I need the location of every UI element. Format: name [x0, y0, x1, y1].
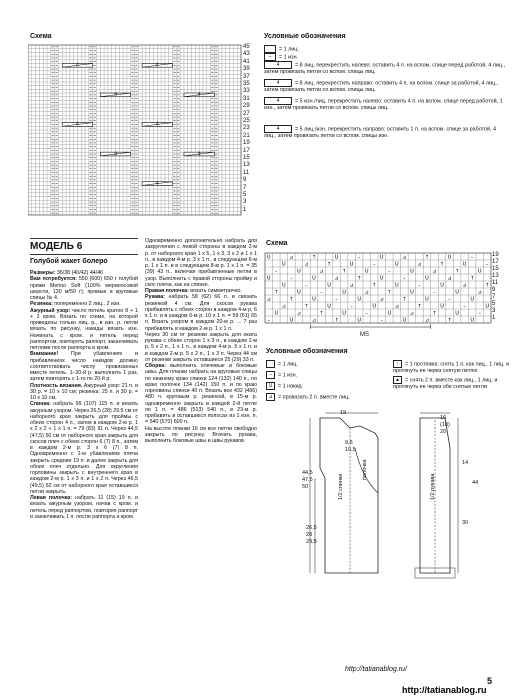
paragraph-text: При убавлениях и прибавлениях число накидов должно соответствовать числу провязанных вместе петель. 1–20-й р. выполнить 1 раз, затем повторять с 1-го по 20-й р.: [30, 351, 138, 383]
chart-symbol: –: [290, 275, 293, 282]
legend-item: [393, 376, 511, 391]
paragraph-heading: Внимание!: [30, 351, 59, 358]
top-legend-title: Условные обозначения: [264, 33, 346, 40]
top-chart-title: Схема: [30, 33, 52, 40]
paragraph-heading: Плотность вязания.: [30, 382, 83, 389]
legend-symbol: ↑: [393, 360, 402, 368]
row-number: 5: [243, 192, 247, 198]
chart-symbol: U: [455, 310, 459, 317]
legend-symbol: 4: [264, 125, 292, 133]
front-label: полочка: [362, 459, 368, 480]
bottom-chart-row-numbers: [492, 252, 512, 322]
chart-symbol: –: [478, 310, 481, 317]
chart-symbol: ⊿: [394, 303, 399, 310]
chart-symbol: ⊿: [447, 275, 452, 282]
chart-symbol: –: [267, 317, 271, 324]
dimension-label: 50: [302, 484, 309, 490]
chart-symbol: U: [447, 254, 452, 261]
legend-item: [264, 97, 509, 112]
paragraph-text: попеременно 2 лиц., 2 изн.: [52, 301, 121, 308]
legend-text: = 1 накид: [278, 383, 302, 390]
legend-text: = 1 лиц.: [279, 46, 299, 53]
top-chart-row-numbers: [243, 44, 263, 216]
cable-label: 4: [114, 92, 117, 99]
chart-symbol: U: [266, 275, 271, 282]
row-number: 19: [492, 252, 499, 258]
chart-symbol: U: [470, 296, 475, 303]
garment-schematic: [300, 408, 500, 583]
row-number: 31: [243, 95, 250, 102]
chart-symbol: ⊿: [319, 268, 324, 275]
chart-symbol: ⊿: [379, 296, 384, 303]
cable-label: 4: [114, 151, 117, 158]
paragraph-text: вязать симметрично.: [188, 288, 242, 294]
chart-symbol: ⊿: [402, 254, 407, 261]
paragraph-heading: Вам потребуется:: [30, 276, 77, 283]
chart-symbol: ⊿: [364, 289, 369, 296]
chart-symbol: –: [448, 296, 451, 303]
chart-symbol: –: [365, 310, 368, 317]
legend-item: [266, 382, 386, 390]
cable-label: 4: [197, 92, 201, 99]
chart-symbol: U: [297, 268, 301, 275]
model-subtitle: Голубой жакет болеро: [30, 258, 108, 265]
back-label: 1/2 спинки: [338, 473, 344, 500]
row-number: 29: [243, 103, 250, 110]
row-number: 3: [492, 308, 496, 314]
legend-text: = 5 изн./лиц. перекрестить налево: оставить 4 п. на вспом. спице перед работой, 1 изн., затем провязать петли со вспом. спицы лиц.: [264, 98, 503, 112]
paragraph-text: Ажурный узор: 21 п. и 30 р. = 10 х 10 см; резинка: 25 п. и 30 р. = 10 х 10 см.: [30, 382, 138, 401]
chart-symbol: ↑: [485, 282, 490, 289]
chart-symbol: –: [433, 289, 436, 296]
chart-symbol: U: [357, 296, 362, 303]
dimension-label: 14: [462, 460, 469, 466]
paragraph-heading: Рукава:: [145, 294, 165, 301]
row-number: 39: [243, 66, 250, 73]
chart-symbol: –: [320, 289, 323, 296]
paragraph: [145, 426, 257, 445]
chart-symbol: ↑: [372, 282, 377, 289]
chart-symbol: U: [425, 296, 429, 303]
dimension-label: 19: [340, 410, 347, 416]
row-number: 41: [243, 58, 250, 65]
chart-symbol: ↑: [470, 275, 475, 282]
paragraph-text: Через 30 см от резинки закрыть для оката рукава с обеих сторон 1 х 3 п., в каждом 2-м р. 5 х 2 п., 1 х 1 п., в каждом 4-м р. 5 х 1 п. и в каждом 2-м р. 5 х 2 п., 1 х 3 п. Через 44 см от резинки закрыть оставшиеся 25 (29) 33 п.: [145, 331, 257, 363]
legend-text: = 5 лиц./изн. перекрестить направо: оставить 1 п. на вспом. спице за работой, 4 лиц., затем провязать петли со вспом. спицы изн.: [264, 126, 496, 140]
legend-symbol: 4: [264, 79, 292, 87]
paragraph-text: 550 (600) 650 г голубой пряжи Merino Soft (100% мериносовой шерсти, 130 м/50 г); прямые и круговые спицы № 4.: [30, 276, 138, 301]
chart-symbol: U: [289, 317, 294, 324]
chart-symbol: U: [364, 268, 369, 275]
legend-item: [393, 360, 511, 375]
legend-text: = 1 изн.: [278, 372, 298, 379]
chart-symbol: ↑: [289, 296, 294, 303]
chart-symbol: U: [470, 317, 475, 324]
chart-symbol: U: [312, 296, 316, 303]
row-number: 23: [243, 125, 250, 132]
chart-symbol: U: [266, 254, 271, 261]
chart-symbol: ↑: [326, 261, 332, 268]
chart-symbol: –: [335, 296, 338, 303]
paragraph-heading: Сборка:: [145, 363, 166, 369]
ms-label: MS: [360, 332, 369, 338]
chart-symbol: U: [334, 254, 339, 261]
dimension-label: 10,5: [345, 447, 356, 453]
paragraph: [145, 363, 257, 426]
paragraph: [145, 332, 257, 363]
paragraph-text: число петель кратно 8 + 1 + 2 кром. Вязать по схеме, на которой приведены только лиц. р., в изн. р. петли вязать по рисунку, накиды вязать изн. Начинать с кром. и петель перед раппортом, повторять раппорт, заканчивать петлями после раппорта и кром.: [30, 307, 138, 351]
row-number: 35: [243, 81, 250, 87]
chart-symbol: –: [418, 282, 421, 289]
chart-symbol: –: [372, 261, 376, 268]
paragraph-text: набрать 11 (15) 19 п. и вязать ажурным узором, начав с кром. и петель перед раппортом, повторяя раппорт и заканчивать 1 п. после раппорта и кром.: [30, 495, 138, 520]
dimension-label: 44,5: [302, 470, 313, 476]
chart-symbol: –: [470, 254, 474, 261]
legend-symbol: 4: [264, 97, 292, 105]
paragraph-heading: Размеры:: [30, 270, 56, 276]
chart-symbol: ↑: [454, 268, 460, 275]
row-number: 17: [492, 259, 499, 265]
chart-symbol: U: [342, 310, 346, 317]
chart-symbol: U: [425, 275, 429, 282]
dimension-label: 20: [440, 429, 447, 435]
divider: [30, 238, 138, 239]
row-number: 15: [243, 155, 250, 161]
bottom-legend-title: Условные обозначения: [266, 348, 348, 355]
legend-symbol: [266, 360, 275, 368]
chart-symbol: –: [357, 254, 361, 261]
chart-symbol: ⊿: [477, 289, 482, 296]
chart-symbol: U: [455, 289, 459, 296]
chart-symbol: U: [327, 303, 331, 310]
row-number: 25: [243, 118, 250, 124]
row-number: 33: [243, 88, 250, 95]
chart-symbol: ↑: [311, 254, 317, 261]
row-number: 7: [243, 184, 247, 191]
chart-symbol: U: [485, 303, 490, 310]
paragraph: [30, 276, 138, 301]
legend-symbol: U: [266, 382, 275, 390]
page-number: 5: [487, 676, 493, 686]
chart-symbol: U: [274, 310, 279, 317]
row-number: 13: [243, 162, 250, 169]
legend-item: [264, 79, 509, 94]
paragraph-text: набрать 58 (62) 66 п. и связать резинкой 4 см. Для скосов рукава прибавлять с обеих сторон в каждом 4-м р. 6 х 1 п. и в каждом 6-м р. 10 х 1 п. = 59 (61) 65 п. Вязать узором в каждом 20-м р. ... 7 раз прибавлять в каждом 2-м р. 1 х 1 п.: [145, 294, 257, 332]
paragraph-heading: Ажурный узор:: [30, 307, 71, 314]
chart-symbol: U: [281, 261, 286, 268]
legend-text: = 8 лиц. перекрестить налево: оставить 4 п. на вспом. спице перед работой, 4 лиц., затем провязать петли со вспом. спицы лиц.: [264, 62, 505, 76]
dimension-label: 30: [462, 520, 469, 526]
legend-item: [264, 125, 509, 140]
paragraph-text: 36/38 (40/42) 44/46: [55, 270, 104, 276]
row-number: 9: [492, 287, 496, 293]
chart-symbol: U: [379, 275, 384, 282]
row-number: 21: [243, 132, 250, 139]
legend-item: [266, 360, 386, 368]
model-title: МОДЕЛЬ 6: [30, 241, 83, 252]
row-number: 19: [243, 140, 250, 147]
legend-text: = 1 лиц.: [278, 361, 298, 368]
row-number: 45: [243, 44, 250, 50]
chart-symbol: U: [394, 261, 399, 268]
chart-symbol: ↑: [387, 289, 392, 296]
chart-symbol: U: [342, 289, 346, 296]
chart-symbol: ↑: [341, 268, 347, 275]
cable-label: 4: [76, 62, 79, 69]
legend-item: [264, 61, 509, 76]
chart-symbol: ↑: [304, 303, 309, 310]
chart-symbol: U: [372, 303, 377, 310]
chart-symbol: –: [275, 268, 278, 275]
dimension-label: 9,5: [345, 440, 353, 446]
paragraph: [30, 351, 138, 382]
paragraph: [30, 401, 138, 495]
chart-symbol: –: [305, 282, 308, 289]
row-number: 37: [243, 73, 250, 80]
top-knitting-chart: [28, 44, 258, 216]
chart-symbol: ⊿: [311, 317, 317, 324]
chart-symbol: ↑: [357, 275, 362, 282]
bottom-knitting-chart: [264, 252, 502, 332]
paragraph-heading: Резинка:: [30, 301, 53, 308]
row-number: 1: [243, 206, 247, 213]
chart-symbol: U: [357, 317, 362, 324]
legend-text: = 8 лиц. перекрестить направо: оставить 4 п. на вспом. спице за работой, 4 лиц., затем провязать петли со вспом. спицы лиц.: [264, 80, 499, 94]
legend-symbol: –: [266, 371, 275, 379]
cable-label: 4: [155, 180, 159, 187]
chart-symbol: U: [410, 289, 414, 296]
paragraph-heading: Спинка:: [30, 401, 51, 408]
chart-symbol: U: [379, 254, 384, 261]
chart-symbol: ↑: [334, 317, 339, 324]
chart-symbol: U: [477, 268, 482, 275]
paragraph-text: На высоте планки 16 см все петли свободно закрыть по рисунку. Втачать рукава, выполнить боковые швы и швы рукавов.: [145, 425, 257, 444]
chart-symbol: ⊿: [281, 303, 286, 310]
legend-symbol: –: [264, 53, 276, 61]
chart-symbol: U: [281, 282, 286, 289]
chart-symbol: ⊿: [349, 282, 354, 289]
instructions-column-2: [145, 238, 257, 675]
chart-symbol: ↑: [417, 303, 422, 310]
instructions-column-1: [30, 270, 138, 675]
sleeve-label: 1/2 рукава: [430, 473, 436, 500]
row-number: 15: [492, 266, 499, 272]
chart-symbol: U: [440, 282, 444, 289]
watermark-url: http://tatianablog.ru: [402, 685, 487, 695]
chart-symbol: U: [297, 289, 301, 296]
legend-text: = 1 изн.: [279, 54, 299, 61]
footer-url[interactable]: http://tatianablog.ru/: [345, 666, 407, 673]
paragraph-text: выполнить плечевые и боковые швы. Для планки набрать на круговые спицы по нижнему краю спинки 124 (132) 140 п., по краю полочек 134 (142) 150 п. и по краю горловины спинки 40 п. Вязать все 432 (456) 480 п. круговым р. резинкой, в 15-м р. одновременно закрыть в каждой 2-й петле по 1 п. = 486 (513) 540 п., в 23-м р. прибавить в оставшихся полосах из 1 изн. п. = 540 (570) 600 п.: [145, 363, 257, 426]
chart-symbol: U: [402, 317, 407, 324]
legend-text: = провязать 2 п. вместе лиц.: [278, 394, 350, 401]
dimension-label: 47,5: [302, 477, 313, 483]
legend-text: = 1 протяжка: снять 1 п. как лиц., 1 лиц. и протянуть ее через снятую петлю: [393, 361, 509, 375]
row-number: 17: [243, 147, 250, 154]
paragraph-text: Одновременно дополнительно набрать для закругления с левой стороны в каждом 2-м р. от наборного края 1 х 5, 1 х 3, 3 х 2 и 1 х 1 п., в каждом 4-м р. 3 х 1 п., в следующем 6-м р. 1 х 1 п. и в следующем 8-м р. 1 х 1 п. = 35 (39) 43 п., включая прибавленные петли в узор. Выполнить с правой стороны пройму и скос плеча, как на спинке.: [145, 238, 257, 288]
chart-symbol: ⊿: [409, 310, 415, 317]
cable-label: 4: [155, 62, 159, 69]
dimension-label: (18): [440, 422, 450, 428]
cable-label: 4: [155, 121, 159, 128]
chart-symbol: U: [440, 303, 444, 310]
chart-symbol: ↑: [424, 254, 430, 261]
paragraph-heading: Правая полочка:: [145, 288, 189, 294]
paragraph: [145, 294, 257, 332]
paragraph: [30, 383, 138, 402]
chart-symbol: ⊿: [424, 317, 430, 324]
legend-item: [266, 371, 386, 379]
chart-symbol: ⊿: [289, 254, 294, 261]
dimension-label: 26,5: [306, 525, 317, 531]
row-number: 13: [492, 273, 499, 279]
row-number: 11: [243, 169, 250, 176]
chart-symbol: ↑: [432, 310, 437, 317]
chart-symbol: U: [462, 261, 467, 268]
chart-symbol: ⊿: [304, 261, 309, 268]
chart-symbol: ↑: [447, 317, 452, 324]
paragraph: [30, 495, 138, 520]
dimension-label: 28: [306, 532, 313, 538]
chart-symbol: U: [410, 268, 414, 275]
chart-symbol: U: [349, 261, 354, 268]
chart-symbol: –: [388, 268, 391, 275]
row-number: 5: [492, 301, 496, 307]
divider: [30, 254, 138, 255]
chart-symbol: ⊿: [296, 310, 302, 317]
chart-symbol: ⊿: [432, 268, 437, 275]
chart-symbol: ⊿: [462, 282, 467, 289]
chart-symbol: ↑: [439, 261, 445, 268]
chart-symbol: ⊿: [417, 261, 422, 268]
chart-symbol: –: [380, 317, 384, 324]
dimension-label: 29,5: [306, 539, 317, 545]
paragraph: [30, 308, 138, 352]
dimension-label: 44: [472, 480, 479, 486]
chart-symbol: U: [327, 282, 331, 289]
chart-symbol: ↑: [274, 289, 279, 296]
row-number: 9: [243, 177, 247, 184]
chart-symbol: ↑: [402, 296, 407, 303]
legend-symbol: [264, 45, 276, 53]
chart-symbol: U: [387, 310, 392, 317]
paragraph: [145, 238, 257, 288]
row-number: 7: [492, 294, 496, 300]
row-number: 1: [492, 315, 496, 321]
dimension-label: 16: [440, 415, 447, 421]
chart-symbol: –: [403, 275, 406, 282]
chart-symbol: –: [350, 303, 353, 310]
cable-label: 4: [197, 151, 201, 158]
chart-symbol: –: [463, 303, 466, 310]
row-number: 43: [243, 51, 250, 58]
row-number: 3: [243, 199, 247, 206]
chart-symbol: ⊿: [334, 275, 339, 282]
bottom-chart-title: Схема: [266, 240, 288, 247]
paragraph-heading: Левая полочка:: [30, 495, 73, 501]
chart-symbol: ↑: [319, 310, 324, 317]
chart-symbol: –: [485, 261, 489, 268]
legend-symbol: 4: [264, 61, 292, 69]
row-number: 11: [492, 280, 499, 286]
legend-symbol: ⊿: [266, 393, 275, 401]
chart-symbol: U: [394, 282, 399, 289]
row-number: 27: [243, 110, 250, 117]
legend-item: [266, 393, 386, 401]
paragraph-text: набрать 99 (107) 115 п. и вязать ажурным узором. Через 26,5 (28) 29,5 см от наборного края закрыть для проймы с обеих сторон 4 п., затем в каждом 2-м р. 1 х 2 х 2 + 1 х 1 п. = 79 (83) 91 п. Через 44,5 (47,5) 50 см от наборного края закрыть для скосов плеч с обеих сторон 6 (7) 8 п., затем в каждом 2-м р. 3 х 6 (7) 8 п. Одновременно с 1-м убавлением плеча закрыть средние 19 п. и далее закрыть для обоих плеч отдельно. Для округления горловины закрыть с внутреннего края в каждом 2-м р. 1 х 3 п. и 1 х 2 п. Через 46,5 (49,5) 52 см от наборного края оставшиеся петли закрыть.: [30, 401, 138, 495]
legend-symbol: ▲: [393, 376, 402, 384]
chart-symbol: U: [312, 275, 316, 282]
cable-label: 4: [76, 121, 79, 128]
legend-text: = снять 2 п. вместе как лиц., 1 лиц. и протянуть ее через обе снятые петли: [393, 377, 498, 391]
chart-symbol: ⊿: [266, 296, 271, 303]
